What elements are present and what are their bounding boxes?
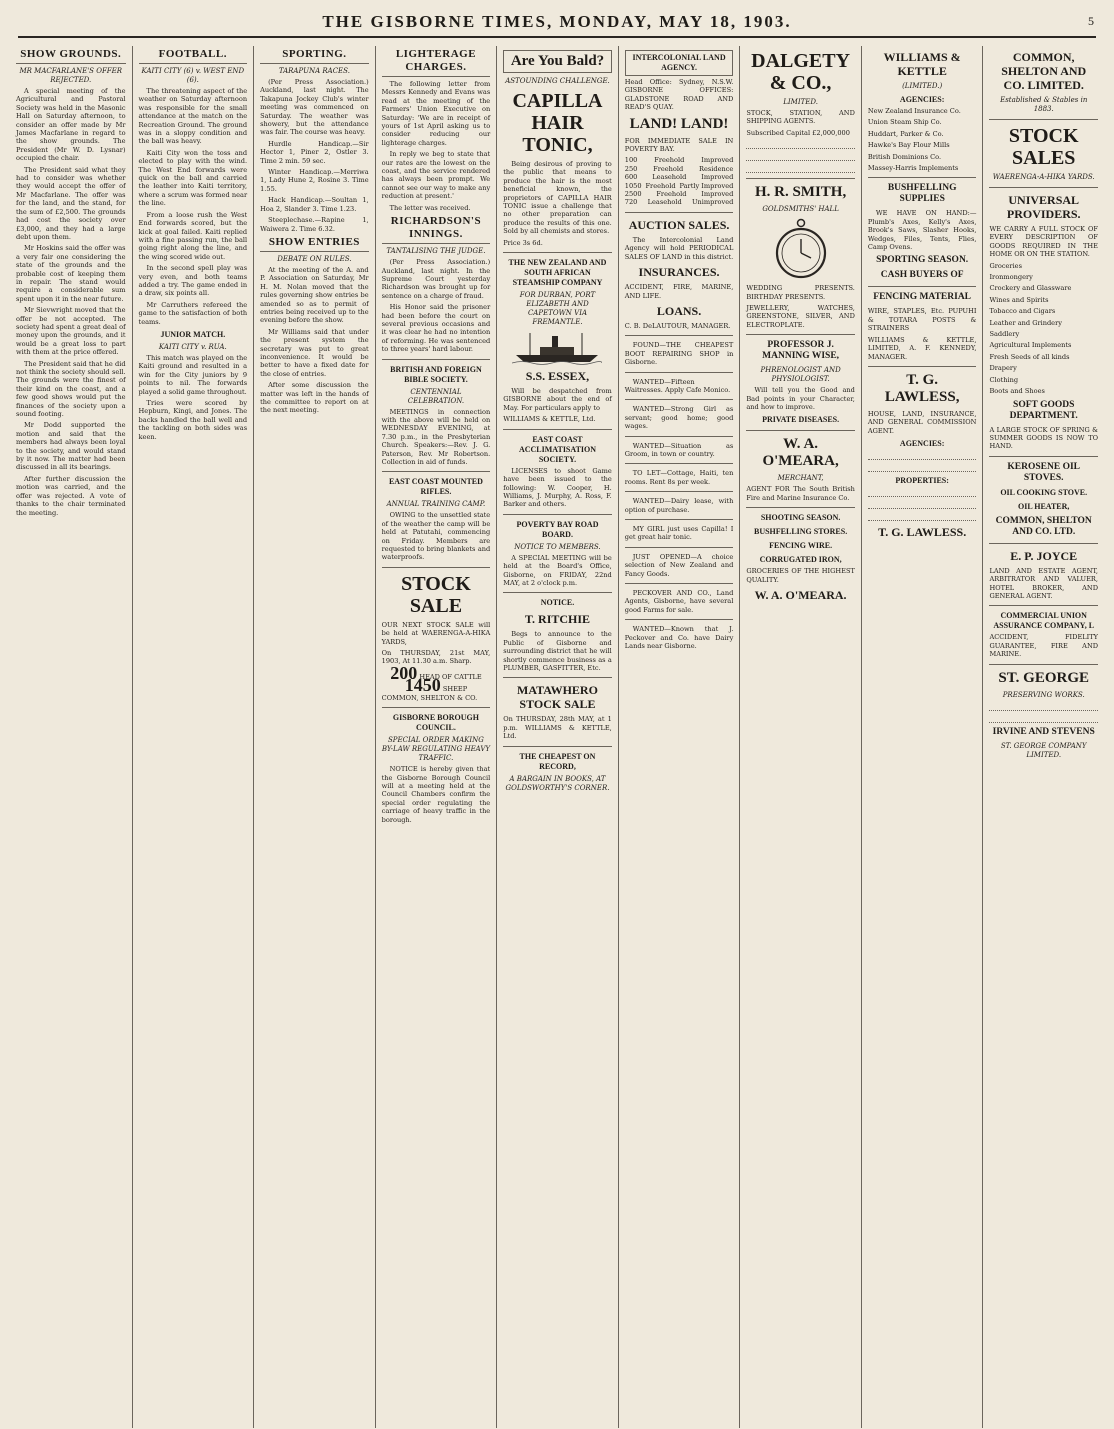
ad-title: SHOOTING SEASON. — [760, 513, 841, 523]
advertiser-name: T. RITCHIE — [524, 612, 591, 627]
ad-subtitle: ST. GEORGE COMPANY LIMITED. — [1000, 741, 1087, 759]
ad-text: AGENT FOR The South British Fire and Marine Insurance Co. — [746, 485, 855, 502]
ad-agent: C. B. DeLAUTOUR, MANAGER. — [624, 321, 731, 330]
ad-title: CASH BUYERS OF — [880, 270, 964, 281]
ad-agent: W. A. O'MEARA. — [754, 588, 847, 603]
divider — [989, 187, 1098, 188]
article-subheading: MR MACFARLANE'S OFFER REJECTED. — [19, 67, 123, 84]
ad-title: Are You Bald? — [503, 50, 612, 73]
ad-text: WE CARRY A FULL STOCK OF EVERY DESCRIPTION OF GOODS REQUIRED IN THE HOME OR ON THE STATION. — [989, 225, 1098, 259]
product-item: Drapery — [989, 364, 1017, 373]
column-7 — [739, 46, 861, 1428]
divider — [503, 592, 612, 593]
divider — [868, 177, 977, 178]
ad-title: PROFESSOR J. MANNING WISE, — [762, 340, 840, 362]
divider — [989, 664, 1098, 665]
masthead — [18, 12, 1096, 38]
ad-capital: Subscribed Capital £2,000,000 — [746, 128, 850, 137]
ad-title: THE NEW ZEALAND AND SOUTH AFRICAN STEAMSHIP COMPANY — [508, 258, 607, 288]
column-3 — [253, 46, 375, 1428]
product-item: Leather and Grindery — [989, 318, 1062, 327]
livestock-count: 200 — [390, 662, 418, 683]
article-paragraph: Hack Handicap.—Soultan 1, Hoa 2, Slander 3. Time 1.23. — [260, 196, 369, 213]
article-paragraph: Mr Dodd supported the motion and said that the members had always been loyal to the society, and would stand by it now. The matter had been discussed in all its bearings. — [16, 421, 126, 472]
land-tenure: Freehold — [653, 164, 684, 173]
ad-title: DALGETY & CO., — [751, 50, 851, 94]
ad-text: The Intercolonial Land Agency will hold PERIODICAL SALES OF LAND in this district. — [624, 235, 734, 261]
article-paragraph: The threatening aspect of the weather on Saturday afternoon was responsible for the small attendance at the match on the Recreation Ground. The ground was in a sloppy condition and the ball was heavy. — [138, 87, 248, 146]
land-listing-row — [625, 190, 734, 198]
ad-subtitle: WAERENGA-A-HIKA YARDS. — [992, 173, 1095, 181]
article-paragraph: Kaiti City won the toss and elected to play with the wind. The West End forwards were quick on the ball and carried the leather into Kaiti territory, where a scrum was formed near the line. — [138, 148, 248, 208]
article-subheading: DEBATE ON RULES. — [277, 254, 352, 263]
land-listing-row — [625, 182, 734, 190]
divider — [746, 334, 855, 335]
notice-subtitle: CENTENNIAL CELEBRATION. — [407, 387, 465, 405]
article-paragraph: Mr Carruthers refereed the game to the satisfaction of both teams. — [138, 300, 248, 326]
notice-text: Begs to announce to the Public of Gisborne and surrounding district that he will shortly commence business as a PLUMBER, GASFITTER, Etc. — [503, 630, 612, 672]
divider — [625, 335, 734, 336]
ad-title: FENCING MATERIAL — [873, 292, 972, 303]
notice-text: NOTICE is hereby given that the Gisborne Borough Council will at a meeting held at the Council Chambers confirm the special order regulating the carriage of heavy traffic in the borough. — [381, 765, 491, 824]
product-item: Crockery and Glassware — [989, 284, 1072, 293]
notice-title: BRITISH AND FOREIGN BIBLE SOCIETY. — [390, 364, 482, 384]
classified-ad: TO LET—Cottage, Haiti, ten rooms. Rent 8s per week. — [624, 469, 734, 486]
ad-subtitle: A BARGAIN IN BOOKS, AT GOLDSWORTHY'S CORNER. — [505, 774, 610, 792]
stock-sale-agent: COMMON, SHELTON & CO. — [381, 693, 478, 702]
ad-text: STOCK, STATION, AND SHIPPING AGENTS. — [746, 109, 855, 126]
land-listing-row — [625, 198, 734, 206]
filler-line — [868, 512, 977, 521]
divider — [746, 178, 855, 179]
ad-headline: LAND! LAND! — [629, 115, 729, 132]
ad-title: E. P. JOYCE — [1010, 548, 1078, 563]
divider — [503, 429, 612, 430]
land-tenure: Freehold — [654, 156, 685, 165]
article-heading: JUNIOR MATCH. — [160, 329, 226, 339]
divider — [503, 252, 612, 253]
divider — [382, 471, 491, 472]
classified-ad: WANTED—Known that J. Peckover and Co. have Dairy Lands near Gisborne. — [624, 625, 734, 651]
ad-text: Being desirous of proving to the public that means to produce the hair is the most beneficial known, the proprietors of CAPILLA HAIR TONIC issue a challenge that no other preparation can produce the results of this one. Sold by all chemists and stores. — [503, 160, 612, 236]
product-item: Agricultural Implements — [989, 341, 1072, 350]
land-tenure: Freehold — [656, 190, 687, 199]
ad-subtitle: MERCHANT, — [777, 474, 824, 483]
divider — [625, 619, 734, 620]
article-paragraph: Tries were scored by Hepburn, Kingi, and Jones. The backs handled the ball well and the tackling on both sides was keen. — [138, 399, 248, 441]
land-listing-row — [625, 173, 734, 181]
filler-line — [746, 152, 855, 161]
livestock-label: HEAD OF CATTLE — [419, 672, 482, 681]
ad-title: THE CHEAPEST ON RECORD, — [519, 751, 596, 771]
columns — [10, 46, 1104, 1428]
classified-ad: FOUND—THE CHEAPEST BOOT REPAIRING SHOP in Gisborne. — [624, 341, 734, 367]
article-heading: SHOW ENTRIES — [260, 236, 369, 252]
filler-line — [989, 714, 1098, 723]
agencies-heading: AGENCIES: — [899, 439, 945, 449]
divider — [625, 436, 734, 437]
ad-title: SOFT GOODS DEPARTMENT. — [1009, 399, 1078, 421]
notice-title: EAST COAST ACCLIMATISATION SOCIETY. — [518, 434, 597, 464]
filler-line — [989, 702, 1098, 711]
ad-title: W. A. O'MEARA, — [762, 436, 839, 470]
agency-item: Massey-Harris Implements — [867, 164, 959, 173]
product-item: Clothing — [989, 375, 1019, 384]
divider — [989, 543, 1098, 544]
ad-title: LOANS. — [656, 303, 702, 318]
product-item: Fresh Seeds of all kinds — [989, 352, 1070, 361]
land-tenure: Leasehold — [652, 173, 687, 182]
filler-line — [868, 488, 977, 497]
land-listing-row — [625, 165, 734, 173]
article-paragraph: (Per Press Association.) Auckland, last night. The Takapuna Jockey Club's winter meeting was commenced on Saturday. The weather was showery, but the attendance was fair. The course was heavy. — [260, 78, 369, 137]
ad-title: COMMON, SHELTON AND CO. LIMITED. — [1001, 50, 1087, 92]
agency-item: Huddart, Parker & Co. — [867, 129, 944, 138]
notice-subtitle: NOTICE TO MEMBERS. — [514, 542, 601, 551]
divider — [382, 567, 491, 568]
classified-ad: WANTED—Situation as Groom, in town or country. — [624, 441, 734, 458]
ad-text: WE HAVE ON HAND:— Plumb's Axes, Kelly's Axes, Brook's Saws, Slasher Hooks, Wedges, Files, Tents, Flies, Camp Ovens. — [867, 209, 977, 252]
ad-agent: WILLIAMS & KETTLE, Ltd. — [503, 415, 596, 424]
steamship-illustration — [503, 331, 612, 365]
land-status: Residence — [699, 164, 734, 173]
divider — [503, 514, 612, 515]
divider — [503, 677, 612, 678]
notice-title: EAST COAST MOUNTED RIFLES. — [388, 477, 483, 497]
product-item: Boots and Shoes — [989, 387, 1045, 396]
column-6 — [618, 46, 740, 1428]
article-paragraph: This match was played on the Kaiti ground and resulted in a win for the City juniors by 9 points to nil. The forwards played a solid game throughout. — [138, 353, 248, 396]
classified-ad: PECKOVER AND CO., Land Agents, Gisborne, have several good Farms for sale. — [624, 589, 734, 614]
classified-ad: WANTED—Fifteen Waitresses. Apply Cafe Monico. — [624, 377, 731, 394]
ad-product-name: CAPILLA HAIR TONIC, — [512, 90, 603, 156]
article-paragraph: His Honor said the prisoner had been before the court on several previous occasions and it was clear he had no intention of reforming. He was sentenced to three years' hard labour. — [381, 303, 491, 354]
land-status: Unimproved — [691, 198, 734, 207]
livestock-label: SHEEP — [442, 685, 468, 694]
filler-line — [868, 463, 977, 472]
ad-title: MATAWHERO STOCK SALE — [517, 683, 598, 712]
notice-title: POVERTY BAY ROAD BOARD. — [516, 519, 599, 539]
livestock-count: 1450 — [404, 675, 441, 696]
agencies-heading: AGENCIES: — [899, 95, 945, 104]
land-acres: 1050 — [624, 181, 642, 190]
ad-agent: T. G. LAWLESS. — [878, 525, 967, 540]
agency-item: Hawke's Bay Flour Mills — [867, 141, 950, 150]
ad-title: ST. GEORGE — [998, 669, 1090, 686]
ad-title: H. R. SMITH, — [754, 184, 847, 201]
ad-subtitle: Established & Stables in 1883. — [1000, 96, 1088, 113]
stock-sale-title: STOCK SALE — [401, 572, 471, 617]
ad-subtitle: Head Office: Sydney, N.S.W. GISBORNE OFFICES: GLADSTONE ROAD AND READ'S QUAY. — [624, 78, 734, 112]
ad-text: Will tell you the Good and Bad points in your Character, and how to improve. — [746, 386, 855, 412]
land-tenure: Leasehold — [647, 198, 682, 207]
ad-agent: COMMON, SHELTON AND CO. LTD. — [995, 515, 1092, 537]
agency-item: British Dominions Co. — [867, 152, 942, 161]
notice-text: MEETINGS in connection with the above will be held on WEDNESDAY EVENING, at 7.30 p.m., in the Presbyterian Church. Speakers:—Rev. J. G. Paterson, Rev. Mr Robertson. Collection in aid of funds. — [381, 407, 491, 466]
ad-title: WILLIAMS & KETTLE — [883, 50, 961, 78]
land-status: Improved — [701, 173, 734, 182]
divider — [625, 212, 734, 213]
article-subheading: KAITI CITY v. RUA. — [158, 342, 227, 351]
ad-title: COMMERCIAL UNION ASSURANCE COMPANY, L — [993, 611, 1095, 631]
divider — [625, 583, 734, 584]
column-4 — [375, 46, 497, 1428]
article-heading: LIGHTERAGE CHARGES. — [382, 48, 491, 77]
ad-text: ACCIDENT, FIRE, MARINE, AND LIFE. — [624, 283, 734, 300]
product-item: Ironmongery — [989, 273, 1033, 282]
filler-line — [746, 164, 855, 173]
land-acres: 250 — [624, 164, 638, 173]
ad-title: KEROSENE OIL STOVES. — [1007, 461, 1081, 483]
ad-text: ACCIDENT, FIDELITY GUARANTEE, FIRE AND MARINE. — [989, 633, 1098, 659]
classified-ad: MY GIRL just uses Capilla! I get great hair tonic. — [624, 525, 734, 542]
article-paragraph: Mr Hoskins said the offer was a very fair one considering the state of the grounds and the probable cost of keeping them in repair. The stand would require a considerable sum spent upon it in the near future. — [16, 244, 126, 303]
ad-title: IRVINE AND STEVENS — [992, 726, 1095, 737]
ad-subtitle: GOLDSMITHS' HALL — [762, 205, 839, 214]
filler-line — [868, 500, 977, 509]
land-acres: 2500 — [624, 190, 642, 199]
column-8 — [861, 46, 983, 1428]
column-9 — [982, 46, 1104, 1428]
ad-title: BUSHFELLING STORES. — [753, 527, 848, 537]
article-paragraph: After some discussion the matter was left in the hands of the committee to report on at the next meeting. — [260, 381, 369, 415]
divider — [382, 359, 491, 360]
divider — [503, 746, 612, 747]
land-tenure: Freehold — [645, 181, 676, 190]
land-acres: 600 — [624, 173, 638, 182]
article-subheading: KAITI CITY (6) v. WEST END (6). — [141, 67, 245, 84]
column-2 — [132, 46, 254, 1428]
article-subheading: TARAPUNA RACES. — [278, 67, 350, 75]
ad-text: WIRE, STAPLES, Etc. PUPUHI & TOTARA POSTS & STRAINERS — [867, 307, 977, 333]
divider — [746, 507, 855, 508]
article-paragraph: A special meeting of the Agricultural and Pastoral Society was held in the Masonic Hall on Saturday afternoon, to consider an offer made by Mr James Macfarlane in regard to the show grounds. The President (Mr W. D. Lysnar) occupied the chair. — [16, 87, 126, 163]
ad-title: FENCING WIRE. — [769, 541, 833, 551]
ad-title: INTERCOLONIAL LAND AGENCY. — [625, 50, 734, 76]
masthead-title: THE GISBORNE TIMES, MONDAY, MAY 18, 1903. — [322, 12, 792, 31]
land-acres: 720 — [624, 198, 638, 207]
ad-text: HOUSE, LAND, INSURANCE, AND GENERAL COMMISSION AGENT. — [867, 409, 977, 435]
ad-title: T. G. LAWLESS, — [884, 371, 960, 405]
filler-line — [746, 140, 855, 149]
ad-text: JEWELLERY, WATCHES, GREENSTONE, SILVER, AND ELECTROPLATE. — [746, 304, 855, 329]
column-1 — [10, 46, 132, 1428]
article-paragraph: After further discussion the motion was carried, and the offer was rejected. A vote of thanks to the chair terminated the meeting. — [16, 474, 126, 517]
stock-sale-date: On THURSDAY, 21st MAY, 1903, At 11.30 a.m. Sharp. — [381, 649, 491, 666]
divider — [625, 491, 734, 492]
notice-text: A SPECIAL MEETING will be held at the Board's Office, Gisborne, on FRIDAY, 22nd MAY, at 2 o'clock p.m. — [503, 553, 612, 587]
divider — [625, 399, 734, 400]
land-status: Improved — [701, 190, 734, 199]
ad-title: OIL HEATER, — [1018, 501, 1070, 511]
divider — [989, 456, 1098, 457]
divider — [625, 519, 734, 520]
article-paragraph: At the meeting of the A. and P. Association on Saturday, Mr H. M. Nolan moved that the rules governing show entries be amended so as to permit of entries being received up to the evening before the show. — [260, 265, 369, 325]
ad-title: UNIVERSAL PROVIDERS. — [1006, 193, 1081, 221]
ad-subtitle: PRESERVING WORKS. — [1002, 690, 1085, 699]
ad-text: WEDDING PRESENTS. BIRTHDAY PRESENTS. — [746, 284, 855, 301]
article-heading: RICHARDSON'S INNINGS. — [382, 215, 491, 244]
land-status: Partly Improved — [679, 181, 734, 190]
article-paragraph: Steeplechase.—Rapine 1, Waiwera 2. Time 6.32. — [260, 216, 369, 233]
notice-text: OWING to the unsettled state of the weather the camp will be held at Patutahi, commencing on Friday. Members are requested to bring blankets and waterproofs. — [381, 511, 491, 562]
article-paragraph: Mr Williams said that under the present system the secretary was put to great inconvenience. It would be better to have a fixed date for the close of entries. — [260, 327, 369, 378]
classified-ad: JUST OPENED—A choice selection of New Zealand and Fancy Goods. — [624, 552, 734, 578]
article-paragraph: The following letter from Messrs Kennedy and Evans was read at the meeting of the Farmers' Union Executive on Saturday: 'We are in receipt of yours of 1st April asking us to consider reducing our lighterage charges. — [381, 80, 491, 147]
land-acres: 100 — [624, 156, 638, 165]
ad-title: AUCTION SALES. — [628, 217, 730, 232]
divider — [989, 605, 1098, 606]
article-heading: SPORTING. — [260, 48, 369, 64]
article-paragraph: From a loose rush the West End forwards scored, but the kick at goal failed. Kaiti replied with a fine passing run, the ball going right along the line, and the wing scored wide out. — [138, 210, 248, 261]
ad-agent: WILLIAMS & KETTLE, LIMITED, A. F. KENNEDY, MANAGER. — [867, 335, 977, 361]
notice-subtitle: SPECIAL ORDER MAKING BY-LAW REGULATING HEAVY TRAFFIC. — [381, 736, 491, 763]
divider — [746, 430, 855, 431]
product-item: Saddlery — [989, 330, 1020, 339]
article-paragraph: Winter Handicap.—Merriwa 1, Lady Hune 2, Rosine 3. Time 1.55. — [260, 168, 369, 193]
divider — [868, 286, 977, 287]
article-paragraph: In reply we beg to state that our rates are the lowest on the coast, and the service rendered has always been prompt. We cannot see our way to make any reduction at present.' — [381, 150, 491, 201]
ad-subtitle: PHRENOLOGIST AND PHYSIOLOGIST. — [760, 366, 841, 384]
filler-line — [868, 451, 977, 460]
product-item: Wines and Spirits — [989, 295, 1049, 304]
classified-ad: WANTED—Dairy lease, with option of purchase. — [624, 497, 734, 514]
ad-text: A LARGE STOCK OF SPRING & SUMMER GOODS IS NOW TO HAND. — [989, 425, 1098, 451]
product-item: Groceries — [989, 261, 1022, 270]
ad-subtitle: (LIMITED.) — [902, 82, 943, 90]
article-subheading: TANTALISING THE JUDGE. — [386, 247, 486, 256]
ad-subtitle: OIL COOKING STOVE. — [1000, 487, 1088, 497]
agency-item: Union Steam Ship Co. — [867, 118, 942, 127]
ad-title: INSURANCES. — [638, 265, 720, 280]
divider — [868, 366, 977, 367]
ad-text: GROCERIES OF THE HIGHEST QUALITY. — [746, 567, 855, 584]
notice-title: GISBORNE BOROUGH COUNCIL. — [392, 713, 479, 733]
article-heading: SHOW GROUNDS. — [16, 48, 126, 64]
agency-item: New Zealand Insurance Co. — [867, 107, 961, 115]
divider — [625, 372, 734, 373]
ship-name: S.S. ESSEX, — [525, 369, 590, 384]
article-paragraph: The President said what they had to consider was whether they would accept the offer of Mr Macfarlane. The offer was for the land, and the stand, for the sum of £2,500. The grounds had cost the society over £3,000, and they had a large debt upon them. — [16, 165, 126, 241]
ad-subtitle: LIMITED. — [783, 98, 818, 106]
divider — [382, 707, 491, 708]
article-paragraph: (Per Press Association.) Auckland, last night. In the Supreme Court yesterday Richardson was brought up for sentence on a charge of fraud. — [381, 258, 491, 300]
article-paragraph: Hurdle Handicap.—Sir Hector 1, Piner 2, Ostler 3. Time 2 min. 59 sec. — [260, 139, 369, 165]
article-paragraph: The President said that he did not think the society should sell. The grounds were the finest of their kind on the coast, and a few good shows would put the finances of the society upon a sound footing. — [16, 359, 126, 419]
stock-sale-subtitle: OUR NEXT STOCK SALE will be held at WAERENGA-A-HIKA YARDS, — [381, 620, 491, 646]
ad-title: PROPERTIES: — [895, 476, 949, 486]
ad-title: STOCK SALES — [1008, 125, 1079, 169]
ad-text: FOR IMMEDIATE SALE IN POVERTY BAY. — [624, 136, 734, 154]
notice-title: NOTICE. — [540, 598, 575, 608]
ad-title: CORRUGATED IRON, — [759, 555, 842, 565]
ad-subtitle: FOR DURBAN, PORT ELIZABETH AND CAPETOWN VIA FREMANTLE. — [519, 291, 596, 327]
ad-text: LAND AND ESTATE AGENT, ARBITRATOR AND VALUER, HOTEL BROKER, AND GENERAL AGENT. — [989, 566, 1098, 600]
ad-subtitle: ASTOUNDING CHALLENGE. — [505, 77, 610, 85]
divider — [989, 119, 1098, 120]
watch-illustration — [746, 218, 855, 280]
article-paragraph: Mr Sievwright moved that the offer be not accepted. The society had spent a great deal of money upon the grounds, and it would be a great loss to part with them at the price offered. — [16, 306, 126, 357]
article-paragraph: In the second spell play was very even, and both teams added a try. The game ended in a draw, six points all. — [138, 264, 248, 298]
ad-title: SPORTING SEASON. — [876, 255, 969, 266]
article-paragraph: The letter was received. — [389, 203, 471, 212]
ad-title: PRIVATE DISEASES. — [762, 415, 840, 425]
land-status: Improved — [701, 156, 734, 165]
notice-text: LICENSES to shoot Game have been issued to the following: W. Cooper, H. Williams, J. Murphy, A. Ross, F. Barker and others. — [503, 466, 612, 509]
divider — [625, 547, 734, 548]
classified-ad: WANTED—Strong Girl as servant; good home; good wages. — [624, 405, 734, 431]
ad-text: On THURSDAY, 28th MAY, at 1 p.m. WILLIAMS & KETTLE, Ltd. — [503, 715, 612, 741]
product-item: Tobacco and Cigars — [989, 307, 1056, 316]
page-number: 5 — [1088, 14, 1096, 28]
notice-subtitle: ANNUAL TRAINING CAMP. — [386, 500, 486, 509]
ad-price: Price 3s 6d. — [503, 238, 543, 247]
ad-title: BUSHFELLING SUPPLIES — [887, 183, 957, 205]
divider — [625, 463, 734, 464]
land-listing-row — [625, 156, 734, 164]
column-5 — [496, 46, 618, 1428]
article-heading: FOOTBALL. — [139, 48, 248, 64]
ad-text: Will be despatched from GISBORNE about the end of May. For particulars apply to — [503, 387, 612, 412]
